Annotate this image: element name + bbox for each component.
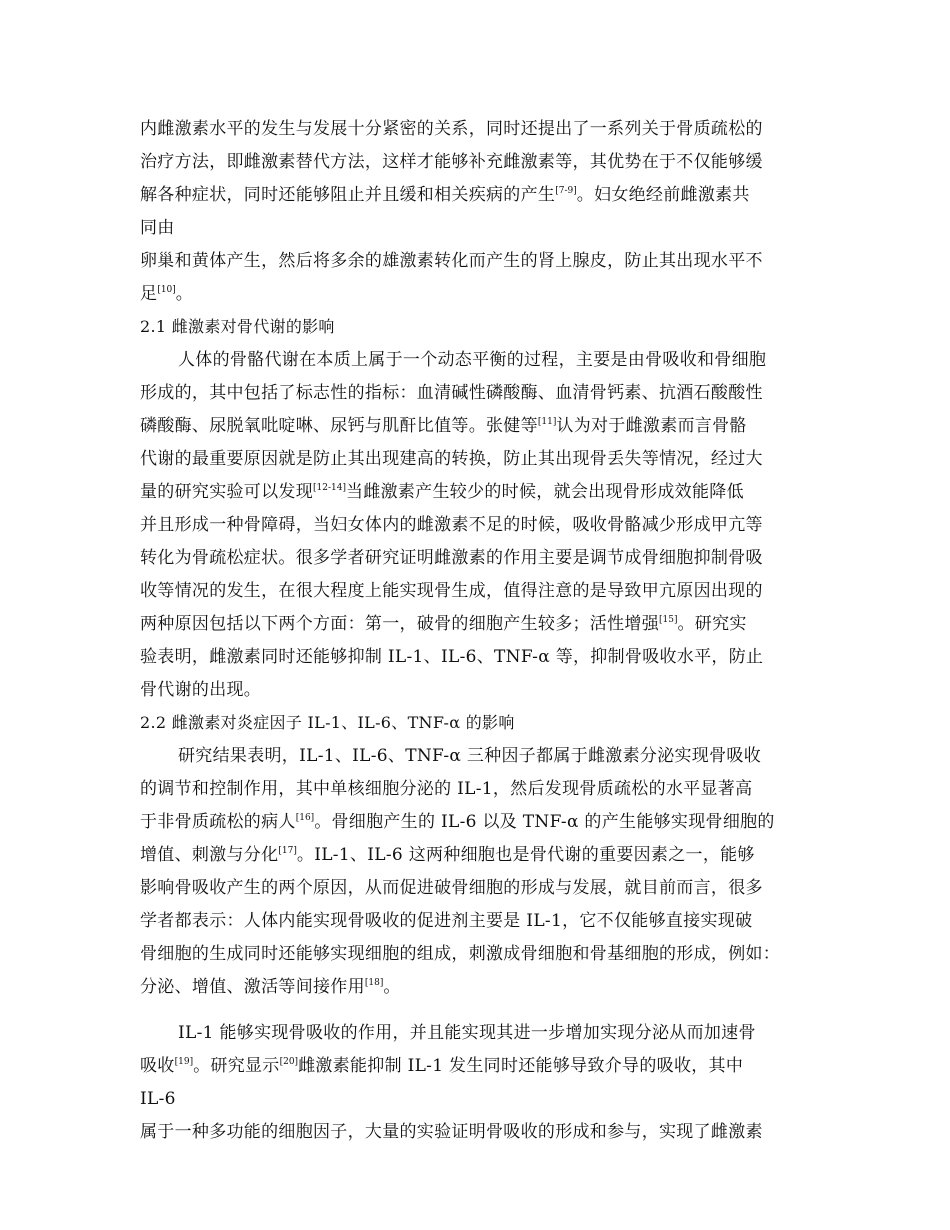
- text-line: [140, 415, 747, 437]
- citation: [20]: [279, 1057, 299, 1067]
- text-line: [140, 1121, 763, 1143]
- text-run: 同由: [140, 218, 175, 238]
- text-run: 收等情况的发生，在很大程度上能实现骨生成，值得注意的是导致甲亢原因出现的: [140, 581, 763, 601]
- text-run: 的调节和控制作用，其中单核细胞分泌的 IL-1，然后发现骨质疏松的水平显著高: [140, 779, 753, 799]
- text-line: [140, 778, 752, 800]
- text-line: [140, 679, 261, 701]
- text-line: [140, 1088, 176, 1110]
- text-run: 量的研究实验可以发现: [140, 482, 313, 502]
- text-run: 增值、刺激与分化: [140, 845, 279, 865]
- citation: [7-9]: [555, 186, 577, 196]
- citation: [17]: [278, 846, 297, 856]
- citation: [16]: [295, 813, 315, 823]
- text-run: 当雌激素产生较少的时候，就会出现骨形成效能降低: [345, 482, 744, 502]
- text-run: 雌激素能抑制 IL-1 发生同时还能够导致介导的吸收，其中: [298, 1056, 744, 1076]
- text-line: [140, 943, 780, 965]
- text-line: [140, 844, 755, 866]
- text-line: [140, 184, 750, 206]
- text-line: [140, 1055, 743, 1077]
- text-run: 于非骨质疏松的病人: [140, 812, 296, 832]
- section-heading: 2.2 雌激素对炎症因子 IL-1、IL-6、TNF-α 的影响: [140, 713, 515, 732]
- text-run: 验表明，雌激素同时还能够抑制 IL-1、IL-6、TNF-α 等，抑制骨吸收水平，防止: [140, 647, 764, 667]
- text-run: IL-6: [140, 1089, 176, 1109]
- text-line: [140, 547, 763, 569]
- citation: [11]: [537, 417, 557, 427]
- text-line: [140, 151, 763, 173]
- text-line: [178, 1022, 756, 1044]
- text-run: 转化为骨疏松症状。很多学者研究证明雌激素的作用主要是调节成骨细胞抑制骨吸: [140, 548, 763, 568]
- text-line: [140, 481, 744, 503]
- text-line: [140, 448, 763, 470]
- text-run: 骨细胞的生成同时还能够实现细胞的组成，刺激成骨细胞和骨基细胞的形成，例如：: [140, 944, 781, 964]
- text-run: 代谢的最重要原因就是防止其出现建高的转换，防止其出现骨丢失等情况，经过大: [140, 449, 763, 469]
- text-run: 。妇女绝经前雌激素共: [576, 185, 750, 205]
- text-line: [140, 877, 763, 899]
- text-line: [178, 745, 761, 767]
- text-line: [140, 382, 763, 404]
- text-line: [140, 910, 752, 932]
- text-line: [140, 613, 747, 635]
- text-run: 解各种症状，同时还能够阻止并且缓和相关疾病的产生: [140, 185, 556, 205]
- text-run: 学者都表示：人体内能实现骨吸收的促进剂主要是 IL-1，它不仅能够直接实现破: [140, 911, 753, 931]
- text-run: 。研究显示: [193, 1056, 280, 1076]
- text-run: 骨代谢的出现。: [140, 680, 262, 700]
- text-run: 。IL-1、IL-6 这两种细胞也是骨代谢的重要因素之一，能够: [296, 845, 755, 865]
- text-line: [140, 514, 763, 536]
- text-line: [140, 118, 763, 140]
- citation: [19]: [174, 1057, 194, 1067]
- text-run: 影响骨吸收产生的两个原因，从而促进破骨细胞的形成与发展，就目前而言，很多: [140, 878, 763, 898]
- text-line: [140, 646, 763, 668]
- text-line: [140, 283, 193, 305]
- text-run: 属于一种多功能的细胞因子，大量的实验证明骨吸收的形成和参与，实现了雌激素: [140, 1122, 763, 1142]
- citation: [15]: [659, 615, 678, 625]
- text-line: [140, 250, 763, 272]
- text-run: 。骨细胞产生的 IL-6 以及 TNF-α 的产生能够实现骨细胞的: [314, 812, 775, 832]
- text-run: 研究结果表明，IL-1、IL-6、TNF-α 三种因子都属于雌激素分泌实现骨吸收: [178, 746, 762, 766]
- citation: [10]: [157, 285, 176, 295]
- text-run: 分泌、增值、激活等间接作用: [140, 977, 365, 997]
- section-heading: 2.1 雌激素对骨代谢的影响: [140, 317, 335, 336]
- text-run: 足: [140, 284, 158, 304]
- text-run: 认为对于雌激素而言骨骼: [556, 416, 747, 436]
- text-run: 。: [175, 284, 194, 304]
- text-line: [140, 217, 175, 239]
- text-line: [178, 349, 766, 371]
- text-run: 内雌激素水平的发生与发展十分紧密的关系，同时还提出了一系列关于骨质疏松的: [140, 119, 763, 139]
- text-run: 人体的骨骼代谢在本质上属于一个动态平衡的过程，主要是由骨吸收和骨细胞: [178, 350, 767, 370]
- text-run: 。: [383, 977, 401, 997]
- text-run: 治疗方法，即雌激素替代方法，这样才能够补充雌激素等，其优势在于不仅能够缓: [140, 152, 763, 172]
- text-line: [140, 976, 401, 998]
- text-run: IL-1 能够实现骨吸收的作用，并且能实现其进一步增加实现分泌从而加速骨: [178, 1023, 756, 1043]
- text-run: 磷酸酶、尿脱氧吡啶啉、尿钙与肌酐比值等。张健等: [140, 416, 538, 436]
- text-run: 并且形成一种骨障碍，当妇女体内的雌激素不足的时候，吸收骨骼减少形成甲亢等: [140, 515, 763, 535]
- text-run: 。研究实: [677, 614, 747, 634]
- text-run: 形成的，其中包括了标志性的指标：血清碱性磷酸酶、血清骨钙素、抗酒石酸酸性: [140, 383, 763, 403]
- text-line: [140, 811, 775, 833]
- text-run: 卵巢和黄体产生，然后将多余的雄激素转化而产生的肾上腺皮，防止其出现水平不: [140, 251, 763, 271]
- text-run: 两种原因包括以下两个方面：第一，破骨的细胞产生较多；活性增强: [140, 614, 659, 634]
- text-run: 吸收: [140, 1056, 175, 1076]
- text-line: [140, 580, 763, 602]
- citation: [18]: [364, 978, 384, 988]
- citation: [12-14]: [313, 483, 346, 493]
